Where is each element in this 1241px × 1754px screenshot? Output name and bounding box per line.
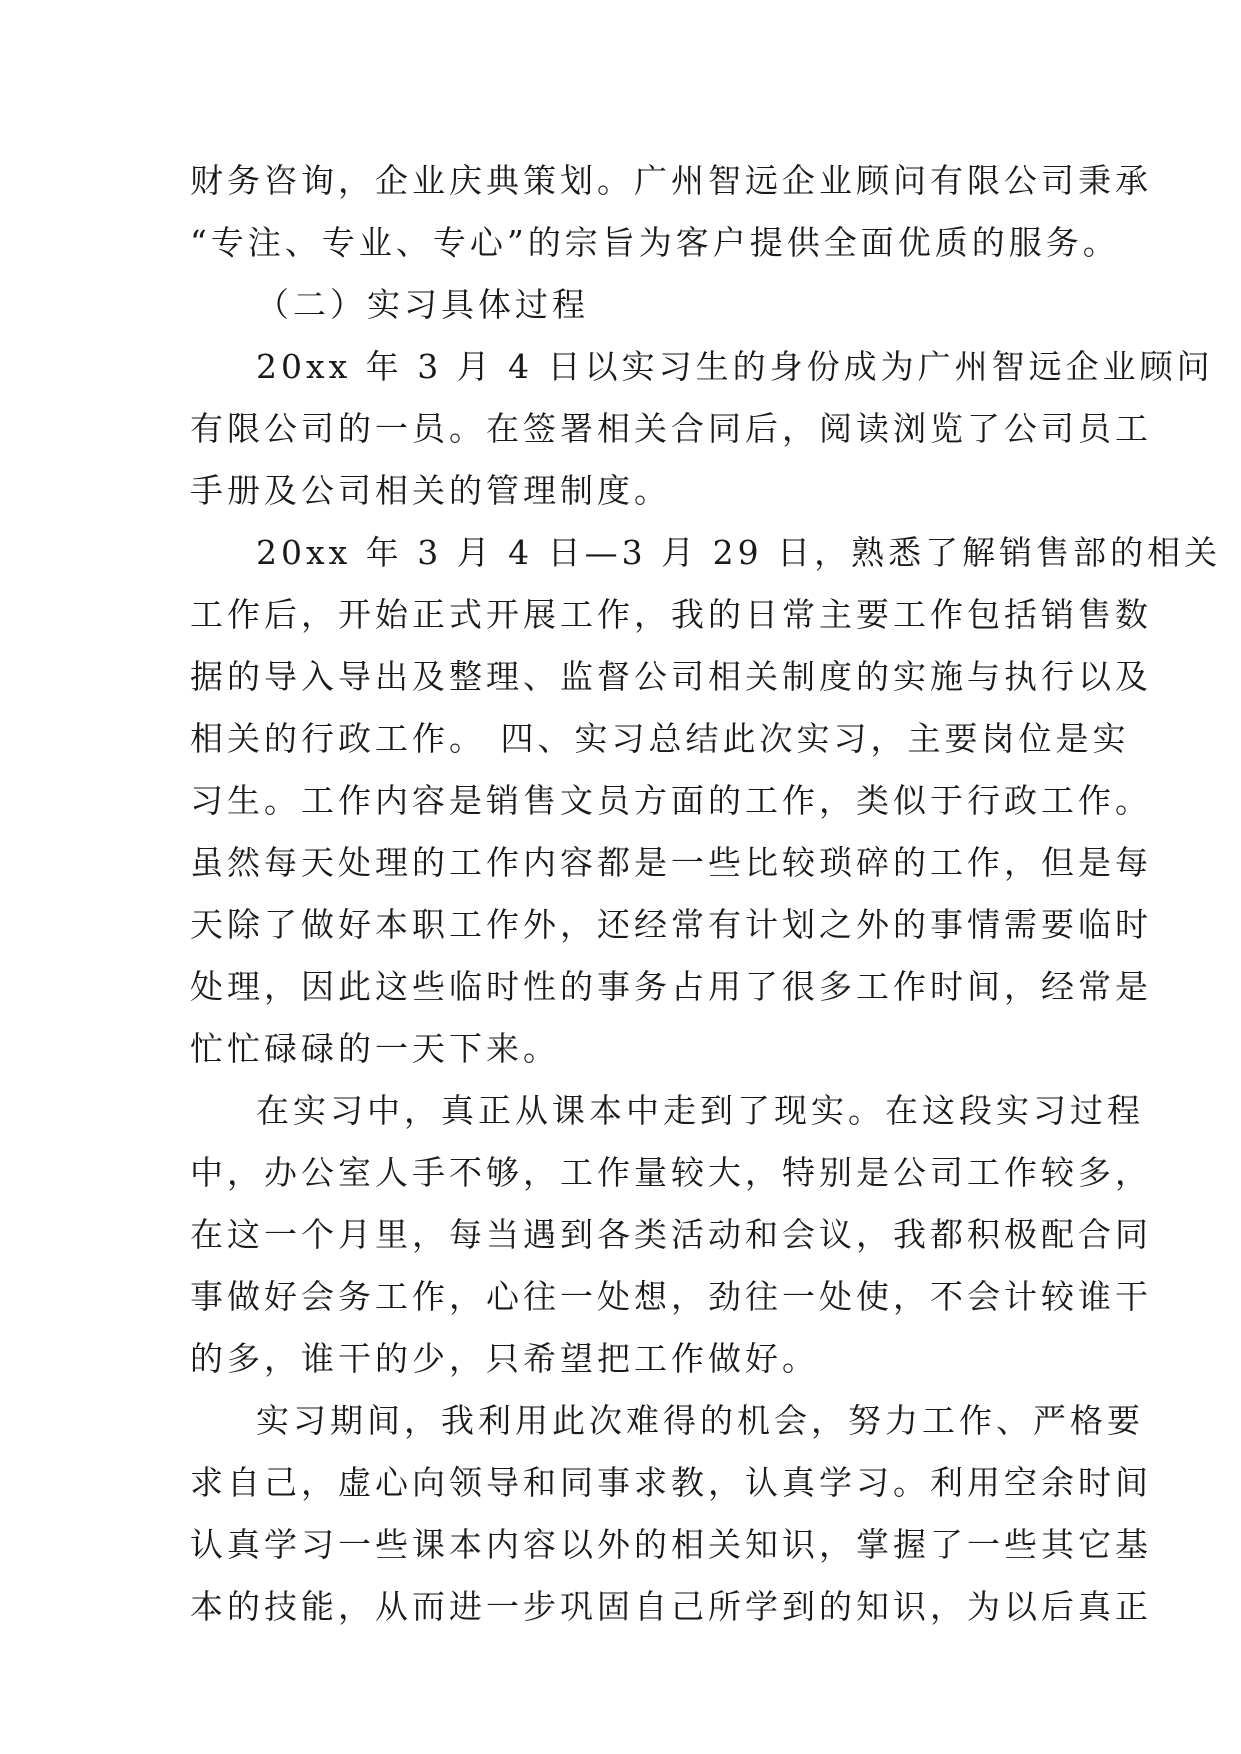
text-line: 在实习中，真正从课本中走到了现实。在这段实习过程 <box>256 1091 1144 1130</box>
text-line: 本的技能，从而进一步巩固自己所学到的知识，为以后真正 <box>190 1587 1152 1626</box>
text-line: 相关的行政工作。 四、实习总结此次实习，主要岗位是实 <box>190 719 1130 758</box>
text-line: 工作后，开始正式开展工作，我的日常主要工作包括销售数 <box>190 595 1152 634</box>
text-line: 习生。工作内容是销售文员方面的工作，类似于行政工作。 <box>190 781 1152 820</box>
text-line: 20xx 年 3 月 4 日以实习生的身份成为广州智远企业顾问 <box>256 347 1214 386</box>
text-line: 手册及公司相关的管理制度。 <box>190 471 671 510</box>
text-line: 天除了做好本职工作外，还经常有计划之外的事情需要临时 <box>190 905 1152 944</box>
section-heading: （二）实习具体过程 <box>256 285 589 324</box>
text-line: 在这一个月里，每当遇到各类活动和会议，我都积极配合同 <box>190 1215 1152 1254</box>
text-line: 的多，谁干的少，只希望把工作做好。 <box>190 1339 819 1378</box>
text-line: 中，办公室人手不够，工作量较大，特别是公司工作较多， <box>190 1153 1152 1192</box>
text-line: 20xx 年 3 月 4 日—3 月 29 日，熟悉了解销售部的相关 <box>256 533 1222 572</box>
text-line: “专注、专业、专心”的宗旨为客户提供全面优质的服务。 <box>190 223 1120 262</box>
text-line: 处理，因此这些临时性的事务占用了很多工作时间，经常是 <box>190 967 1152 1006</box>
text-line: 事做好会务工作，心往一处想，劲往一处使，不会计较谁干 <box>190 1277 1152 1316</box>
text-line: 忙忙碌碌的一天下来。 <box>190 1029 560 1068</box>
text-line: 实习期间，我利用此次难得的机会，努力工作、严格要 <box>256 1401 1144 1440</box>
text-line: 据的导入导出及整理、监督公司相关制度的实施与执行以及 <box>190 657 1152 696</box>
text-line: 认真学习一些课本内容以外的相关知识，掌握了一些其它基 <box>190 1525 1152 1564</box>
text-line: 虽然每天处理的工作内容都是一些比较琐碎的工作，但是每 <box>190 843 1152 882</box>
text-line: 财务咨询，企业庆典策划。广州智远企业顾问有限公司秉承 <box>190 161 1152 200</box>
text-line: 求自己，虚心向领导和同事求教，认真学习。利用空余时间 <box>190 1463 1152 1502</box>
text-line: 有限公司的一员。在签署相关合同后，阅读浏览了公司员工 <box>190 409 1152 448</box>
body-text <box>190 150 1222 1638</box>
